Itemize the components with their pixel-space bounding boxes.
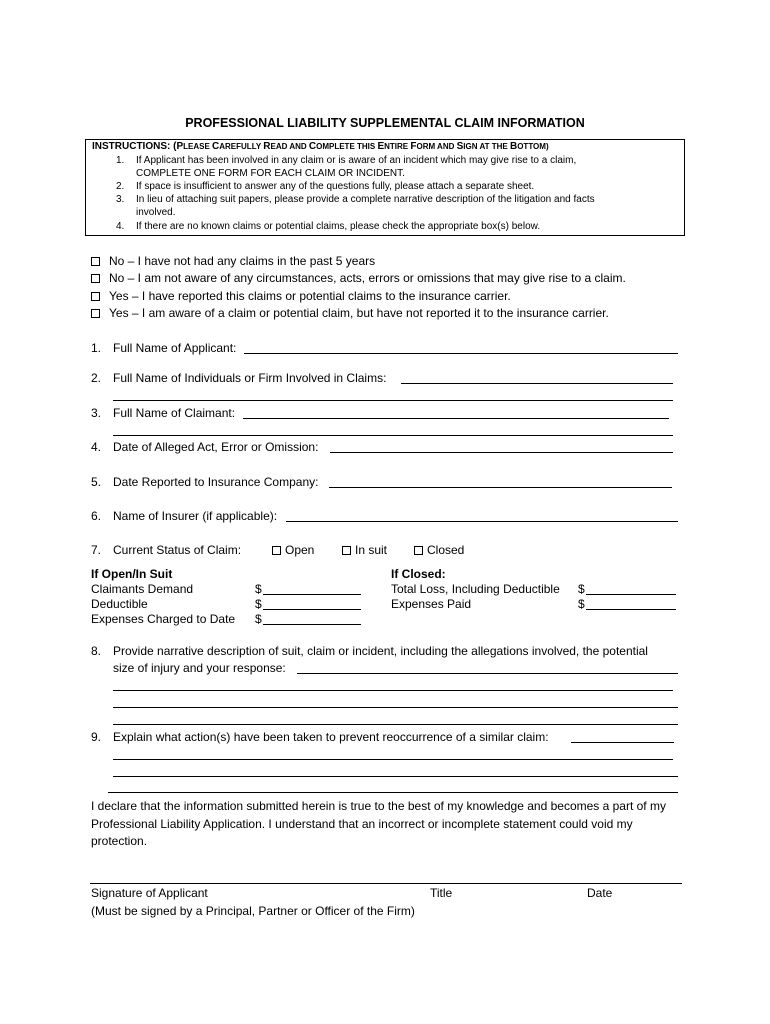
prevention-actions-label: Explain what action(s) have been taken to prevent reoccurrence of a similar claim: bbox=[113, 730, 549, 744]
expenses-charged-field[interactable] bbox=[263, 624, 361, 625]
individuals-firm-label: Full Name of Individuals or Firm Involved in Claims: bbox=[113, 371, 387, 385]
deductible-field[interactable] bbox=[263, 609, 361, 610]
narrative-field[interactable] bbox=[297, 673, 678, 674]
checkbox-box[interactable] bbox=[414, 546, 423, 555]
expenses-paid-label: Expenses Paid bbox=[391, 597, 472, 611]
checkbox-box[interactable] bbox=[91, 309, 100, 318]
narrative-field-line-3[interactable] bbox=[113, 707, 678, 708]
signature-date-label: Date bbox=[587, 886, 613, 900]
applicant-name-label: Full Name of Applicant: bbox=[113, 341, 237, 355]
narrative-field-line-4[interactable] bbox=[113, 724, 678, 725]
claimants-demand-field[interactable] bbox=[263, 594, 361, 595]
expenses-paid-field[interactable] bbox=[586, 609, 676, 610]
individuals-firm-field[interactable] bbox=[401, 383, 673, 384]
checkbox-row-no-claims[interactable]: No – I have not had any claims in the past 5 years bbox=[91, 254, 375, 268]
prevention-actions-field-line-4[interactable] bbox=[108, 792, 678, 793]
alleged-act-date-field[interactable] bbox=[330, 452, 673, 453]
dollar-sign: $ bbox=[578, 597, 585, 611]
date-reported-field[interactable] bbox=[329, 487, 672, 488]
question-number: 3. bbox=[91, 406, 102, 420]
narrative-label-line-2: size of injury and your response: bbox=[113, 661, 286, 675]
question-number: 8. bbox=[91, 644, 102, 658]
dollar-sign: $ bbox=[255, 612, 262, 626]
applicant-name-field[interactable] bbox=[244, 353, 678, 354]
total-loss-field[interactable] bbox=[586, 594, 676, 595]
prevention-actions-field[interactable] bbox=[571, 742, 674, 743]
insurer-name-label: Name of Insurer (if applicable): bbox=[113, 509, 278, 523]
claimant-name-label: Full Name of Claimant: bbox=[113, 406, 236, 420]
individuals-firm-field-line-2[interactable] bbox=[113, 400, 673, 401]
checkbox-box[interactable] bbox=[91, 292, 100, 301]
dollar-sign: $ bbox=[255, 582, 262, 596]
form-title: PROFESSIONAL LIABILITY SUPPLEMENTAL CLAIM INFORMATION bbox=[185, 116, 585, 130]
prevention-actions-field-line-2[interactable] bbox=[113, 759, 673, 760]
checkbox-box[interactable] bbox=[91, 274, 100, 283]
status-in-suit-checkbox[interactable]: In suit bbox=[342, 543, 387, 557]
claim-status-label: Current Status of Claim: bbox=[113, 543, 242, 557]
narrative-field-line-2[interactable] bbox=[113, 690, 673, 691]
instructions-heading: INSTRUCTIONS: (PLEASE CAREFULLY READ AND COMPLETE THIS ENTIRE FORM AND SIGN AT THE BOTTOM) bbox=[92, 141, 549, 152]
claimant-name-field[interactable] bbox=[243, 418, 669, 419]
checkbox-box[interactable] bbox=[91, 257, 100, 266]
checkbox-box[interactable] bbox=[272, 546, 281, 555]
checkbox-row-no-circumstances[interactable]: No – I am not aware of any circumstances, acts, errors or omissions that may give rise to a claim. bbox=[91, 271, 626, 285]
prevention-actions-field-line-3[interactable] bbox=[113, 776, 678, 777]
question-number: 6. bbox=[91, 509, 102, 523]
closed-heading: If Closed: bbox=[391, 567, 446, 581]
claimants-demand-label: Claimants Demand bbox=[91, 582, 194, 596]
checkbox-box[interactable] bbox=[342, 546, 351, 555]
deductible-label: Deductible bbox=[91, 597, 148, 611]
signature-note: (Must be signed by a Principal, Partner or Officer of the Firm) bbox=[91, 904, 415, 918]
dollar-sign: $ bbox=[578, 582, 585, 596]
claimant-name-field-line-2[interactable] bbox=[113, 435, 673, 436]
signature-applicant-label: Signature of Applicant bbox=[91, 886, 208, 900]
open-suit-heading: If Open/In Suit bbox=[91, 567, 173, 581]
declaration-text: I declare that the information submitted herein is true to the best of my knowledge and becomes a part of my Professional Liability Application. I understand that an incorrect or incomplete statement could void my protection. bbox=[91, 799, 666, 848]
narrative-label: Provide narrative description of suit, claim or incident, including the allegations involved, the potential bbox=[113, 644, 648, 658]
checkbox-row-yes-reported[interactable]: Yes – I have reported this claims or potential claims to the insurance carrier. bbox=[91, 289, 511, 303]
question-number: 5. bbox=[91, 475, 102, 489]
checkbox-row-yes-not-reported[interactable]: Yes – I am aware of a claim or potential claim, but have not reported it to the insurance carrier. bbox=[91, 306, 609, 320]
signature-title-label: Title bbox=[430, 886, 453, 900]
insurer-name-field[interactable] bbox=[286, 521, 678, 522]
date-reported-label: Date Reported to Insurance Company: bbox=[113, 475, 319, 489]
question-number: 9. bbox=[91, 730, 102, 744]
expenses-charged-label: Expenses Charged to Date bbox=[91, 612, 236, 626]
question-number: 4. bbox=[91, 440, 102, 454]
claim-form-page: PROFESSIONAL LIABILITY SUPPLEMENTAL CLAIM INFORMATION INSTRUCTIONS: (PLEASE CAREFULLY READ AND COMPLETE THIS ENTIRE FORM AND SIGN AT THE BOTTOM) 1. If Applicant has been involved in any claim or is aware of an incident which may give rise to a claim, COMPLETE ONE FORM FOR EACH CLAIM OR INCIDENT. 2. If space is insufficient to answer any of the questions fully, please attach a separate sheet. 3. In lieu of attaching suit papers, please provide a complete narrative description of the litigation and facts involved. 4. If there are no known claims or potential claims, please check the appropriate box(s) below. No – I have not had any claims in the past 5 years No – I am not aware of any circumstances, acts, errors or omissions that may give rise to a claim. Yes – I have reported this claims or potential claims to the insurance carrier. Yes – I am aware of a claim or potential claim, but have not reported it to the insurance carrier. 1. Full Name of Applicant: 2. Full Name of Individuals or Firm Involved in Claims: 3. Full Name of Claimant: 4. Date of Alleged Act, Error or Omission: 5. Date Reported to Insurance Company: 6. Name of Insurer (if applicable): 7. Current Status of Claim: Open In suit Closed If Open/In Suit Claimants Demand Deductible Expenses Charged to Date $ $ $ If Closed: Total Loss, Including Deductible Expenses Paid $ $ 8. Provide narrative description of suit, claim or incident, including the allegations involved, the potential size of injury and your response: 9. Explain what action(s) have been taken to prevent reoccurrence of a similar claim: I declare that the information submitted herein is true to the best of my knowledge and becomes a part of my Professional Liability Application. I understand that an incorrect or incomplete statement could void my protection. Signature of Applicant Title Date (Must be signed by a Principal, Partner or Officer of the Firm) bbox=[0, 0, 770, 1024]
total-loss-label: Total Loss, Including Deductible bbox=[391, 582, 560, 596]
dollar-sign: $ bbox=[255, 597, 262, 611]
alleged-act-date-label: Date of Alleged Act, Error or Omission: bbox=[113, 440, 319, 454]
status-open-checkbox[interactable]: Open bbox=[272, 543, 314, 557]
question-number: 7. bbox=[91, 543, 102, 557]
status-closed-checkbox[interactable]: Closed bbox=[414, 543, 464, 557]
question-number: 1. bbox=[91, 341, 102, 355]
question-number: 2. bbox=[91, 371, 102, 385]
signature-line[interactable] bbox=[90, 883, 682, 884]
